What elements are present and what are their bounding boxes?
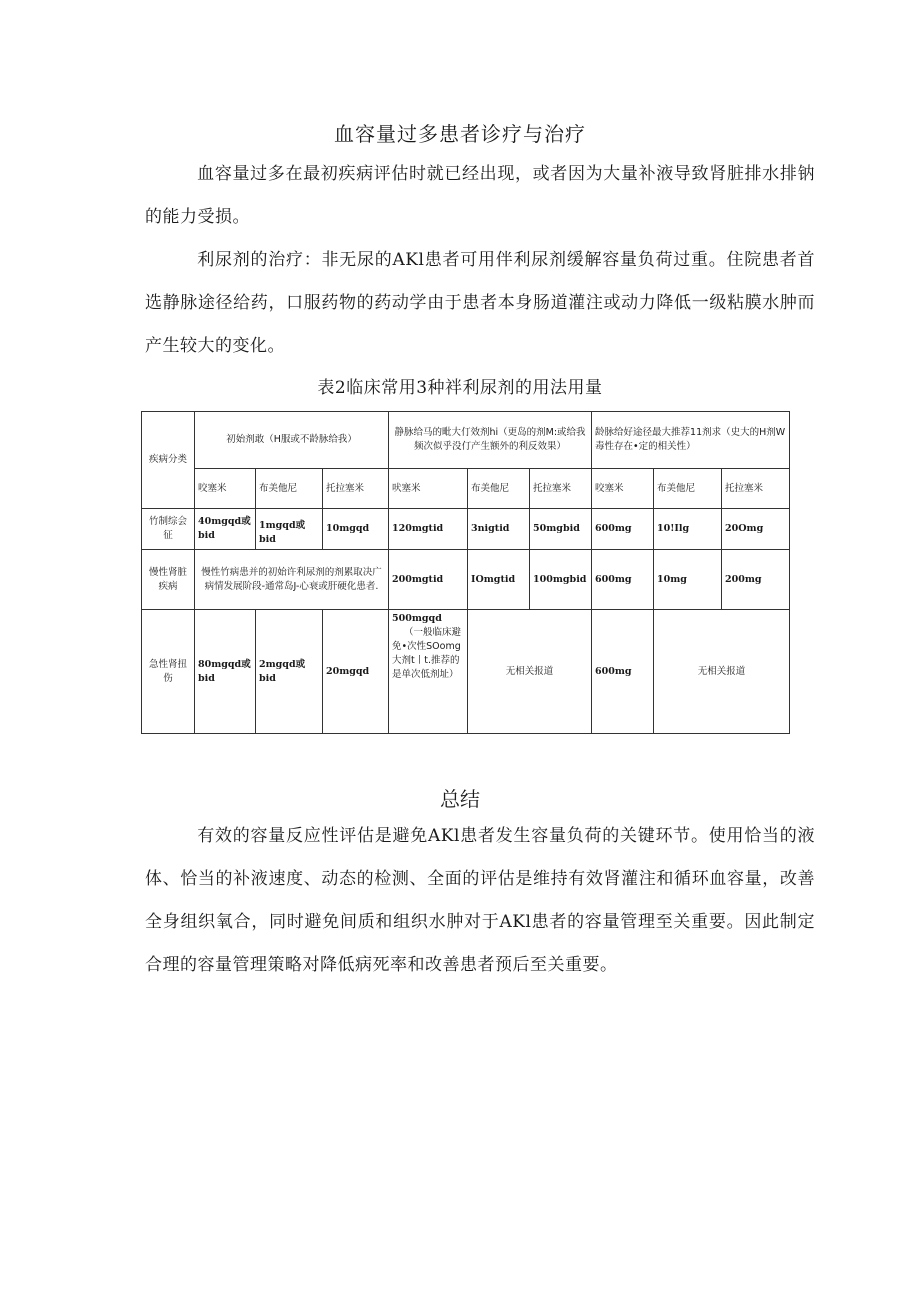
dose-cell: 200mgtid <box>389 550 468 610</box>
drug-header: 托拉塞米 <box>530 469 592 509</box>
drug-header: 吠塞米 <box>389 469 468 509</box>
summary-title: 总结 <box>440 787 480 811</box>
row-label: 急性肾扭伤 <box>142 610 195 734</box>
drug-header-row <box>142 469 790 509</box>
dose-cell: 20Omg <box>722 509 790 550</box>
dose-cell: 2mgqd或bid <box>256 610 323 734</box>
drug-header: 咬塞米 <box>195 469 256 509</box>
intro-paragraph-text: 血容量过多在最初疾病评估时就已经出现，或者因为大量补液导致肾脏排水排钠的能力受损。 <box>145 164 815 227</box>
merged-initial-dose-note: 慢性竹病患并的初始许利尿剂的剂累取决广病情发展阶段-通常岛J-心衰或肝硬化患者. <box>195 550 389 610</box>
dose-cell: 80mgqd或bid <box>195 610 256 734</box>
summary-paragraph <box>145 815 815 987</box>
dose-cell: 200mg <box>722 550 790 610</box>
dose-cell: IOmgtid <box>468 550 530 610</box>
page-title: 血容量过多患者诊疗与治疗 <box>334 122 586 146</box>
iv-dose-note: （一般临床避免•次性SOomg大剂t丨t.推荐的是单次低剂址） <box>392 627 462 680</box>
row-label: 慢性肾脏疾病 <box>142 550 195 610</box>
dose-cell: 1mgqd或bid <box>256 509 323 550</box>
diuretic-paragraph-text: 利尿剂的治疗：非无尿的AKl患者可用伴利尿剂缓解容量负荷过重。住院患者首选静脉途径给药，口服药物的药动学由于患者本身肠道灌注或动力降低一级粘膜水肿而产生较大的变化。 <box>145 250 815 356</box>
drug-header: 托拉塞米 <box>323 469 389 509</box>
dose-cell: 10mg <box>654 550 722 610</box>
dose-cell: 600mg <box>592 550 654 610</box>
drug-header: 布美他尼 <box>468 469 530 509</box>
dose-cell: 40mgqd或bid <box>195 509 256 550</box>
group-header-initial: 初始剂敢（H服或不龄脉给我） <box>195 412 389 469</box>
drug-header: 布美他尼 <box>256 469 323 509</box>
group-header-iv-max: 静脉给马的毗大仃效剂hi（更岛的剂M:或给我频次似乎没仃产生额外的利反效果） <box>389 412 592 469</box>
table-header-row <box>142 412 790 469</box>
dose-cell: 10mgqd <box>323 509 389 550</box>
no-report-cell: 无相关报道 <box>654 610 790 734</box>
summary-paragraph-text: 有效的容量反应性评估是避免AKl患者发生容量负荷的关键环节。使用恰当的液体、恰当的补液速度、动态的检测、全面的评估是维持有效肾灌注和循环血容量，改善全身组织氧合，同时避免间质和组织水肿对于AKl患者的容量管理至关重要。因此制定合理的容量管理策略对降低病死率和改善患者预后至关重要。 <box>145 826 815 975</box>
intro-paragraph <box>145 153 815 239</box>
table-row <box>142 550 790 610</box>
table-row <box>142 610 790 734</box>
dose-cell: 20mgqd <box>323 610 389 734</box>
row-header-cell: 疾病分类 <box>142 412 195 509</box>
no-report-cell: 无相关报道 <box>468 610 592 734</box>
dose-cell: 50mgbid <box>530 509 592 550</box>
dose-cell: 3nigtid <box>468 509 530 550</box>
dose-cell: 600mg <box>592 610 654 734</box>
row-label: 竹制综会征 <box>142 509 195 550</box>
dose-cell: 10!Ilg <box>654 509 722 550</box>
dose-cell: 100mgbid <box>530 550 592 610</box>
iv-dose-cell <box>389 610 468 734</box>
diuretic-dosage-table <box>141 411 790 734</box>
diuretic-paragraph <box>145 239 815 368</box>
group-header-max-recommended: 龄脉给好途径最大推荐11剂求（史大的H剂W毒性存在•定的相关性） <box>592 412 790 469</box>
iv-dose-value: 500mgqd <box>392 613 442 624</box>
drug-header: 托拉塞米 <box>722 469 790 509</box>
dose-cell: 120mgtid <box>389 509 468 550</box>
drug-header: 布美他尼 <box>654 469 722 509</box>
dose-cell: 600mg <box>592 509 654 550</box>
drug-header: 咬塞米 <box>592 469 654 509</box>
table-row <box>142 509 790 550</box>
table-caption: 表2临床常用3种袢利尿剂的用法用量 <box>317 378 603 398</box>
